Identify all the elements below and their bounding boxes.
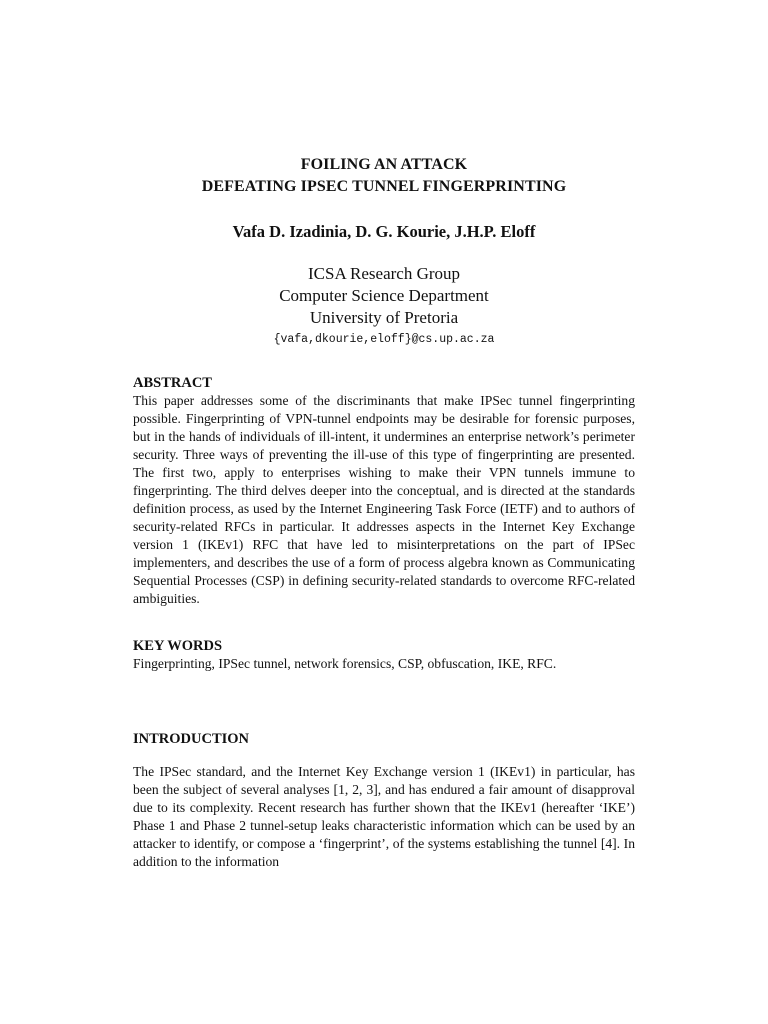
introduction-text: The IPSec standard, and the Internet Key Exchange version 1 (IKEv1) in particular, has been the subject of several analyses [1, 2, 3], and has endured a fair amount of disapproval due to its complexity. Recent research has further shown that the IKEv1 (hereafter ‘IKE’) Phase 1 and Phase 2 tunnel-setup leaks characteristic information which can be used by an attacker to identify, or compose a ‘fingerprint’, of the systems establishing the tunnel [4]. In addition to the information (133, 764, 635, 869)
keywords-heading: KEY WORDS (133, 638, 223, 654)
author-block (0, 221, 768, 243)
abstract-text: This paper addresses some of the discriminants that make IPSec tunnel fingerprinting possible. Fingerprinting of VPN-tunnel endpoints may be desirable for forensic purposes, but in the hands of individuals of ill-intent, it undermines an enterprise network’s perimeter security. Three ways of preventing the ill-use of this type of fingerprinting are presented. The first two, apply to enterprises wishing to make their VPN tunnels immune to fingerprinting. The third delves deeper into the conceptual, and is directed at the standards definition process, as used by the Internet Engineering Task Force (IETF) and to authors of security-related RFCs in particular. It addresses aspects in the Internet Key Exchange version 1 (IKEv1) RFC that have led to misinterpretations on the part of IPSec implementers, and describes the use of a form of process algebra known as Communicating Sequential Processes (CSP) in defining security-related standards to overcome RFC-related ambiguities. (133, 393, 635, 606)
keywords-section (133, 637, 635, 673)
affiliation-block (0, 263, 768, 348)
introduction-section (133, 730, 635, 871)
author-email: {vafa,dkourie,eloff}@cs.up.ac.za (273, 333, 495, 346)
paper-title-line-1: FOILING AN ATTACK (300, 156, 468, 173)
keywords-text: Fingerprinting, IPSec tunnel, network forensics, CSP, obfuscation, IKE, RFC. (133, 656, 557, 671)
affiliation-department: Computer Science Department (279, 286, 489, 305)
paper-authors: Vafa D. Izadinia, D. G. Kourie, J.H.P. Eloff (232, 222, 536, 241)
abstract-section (133, 374, 635, 608)
abstract-heading: ABSTRACT (133, 375, 212, 391)
title-block (0, 154, 768, 198)
introduction-heading: INTRODUCTION (133, 731, 250, 747)
affiliation-group: ICSA Research Group (307, 264, 461, 283)
affiliation-university: University of Pretoria (309, 308, 459, 327)
paper-title-line-2: DEFEATING IPSEC TUNNEL FINGERPRINTING (201, 178, 567, 195)
